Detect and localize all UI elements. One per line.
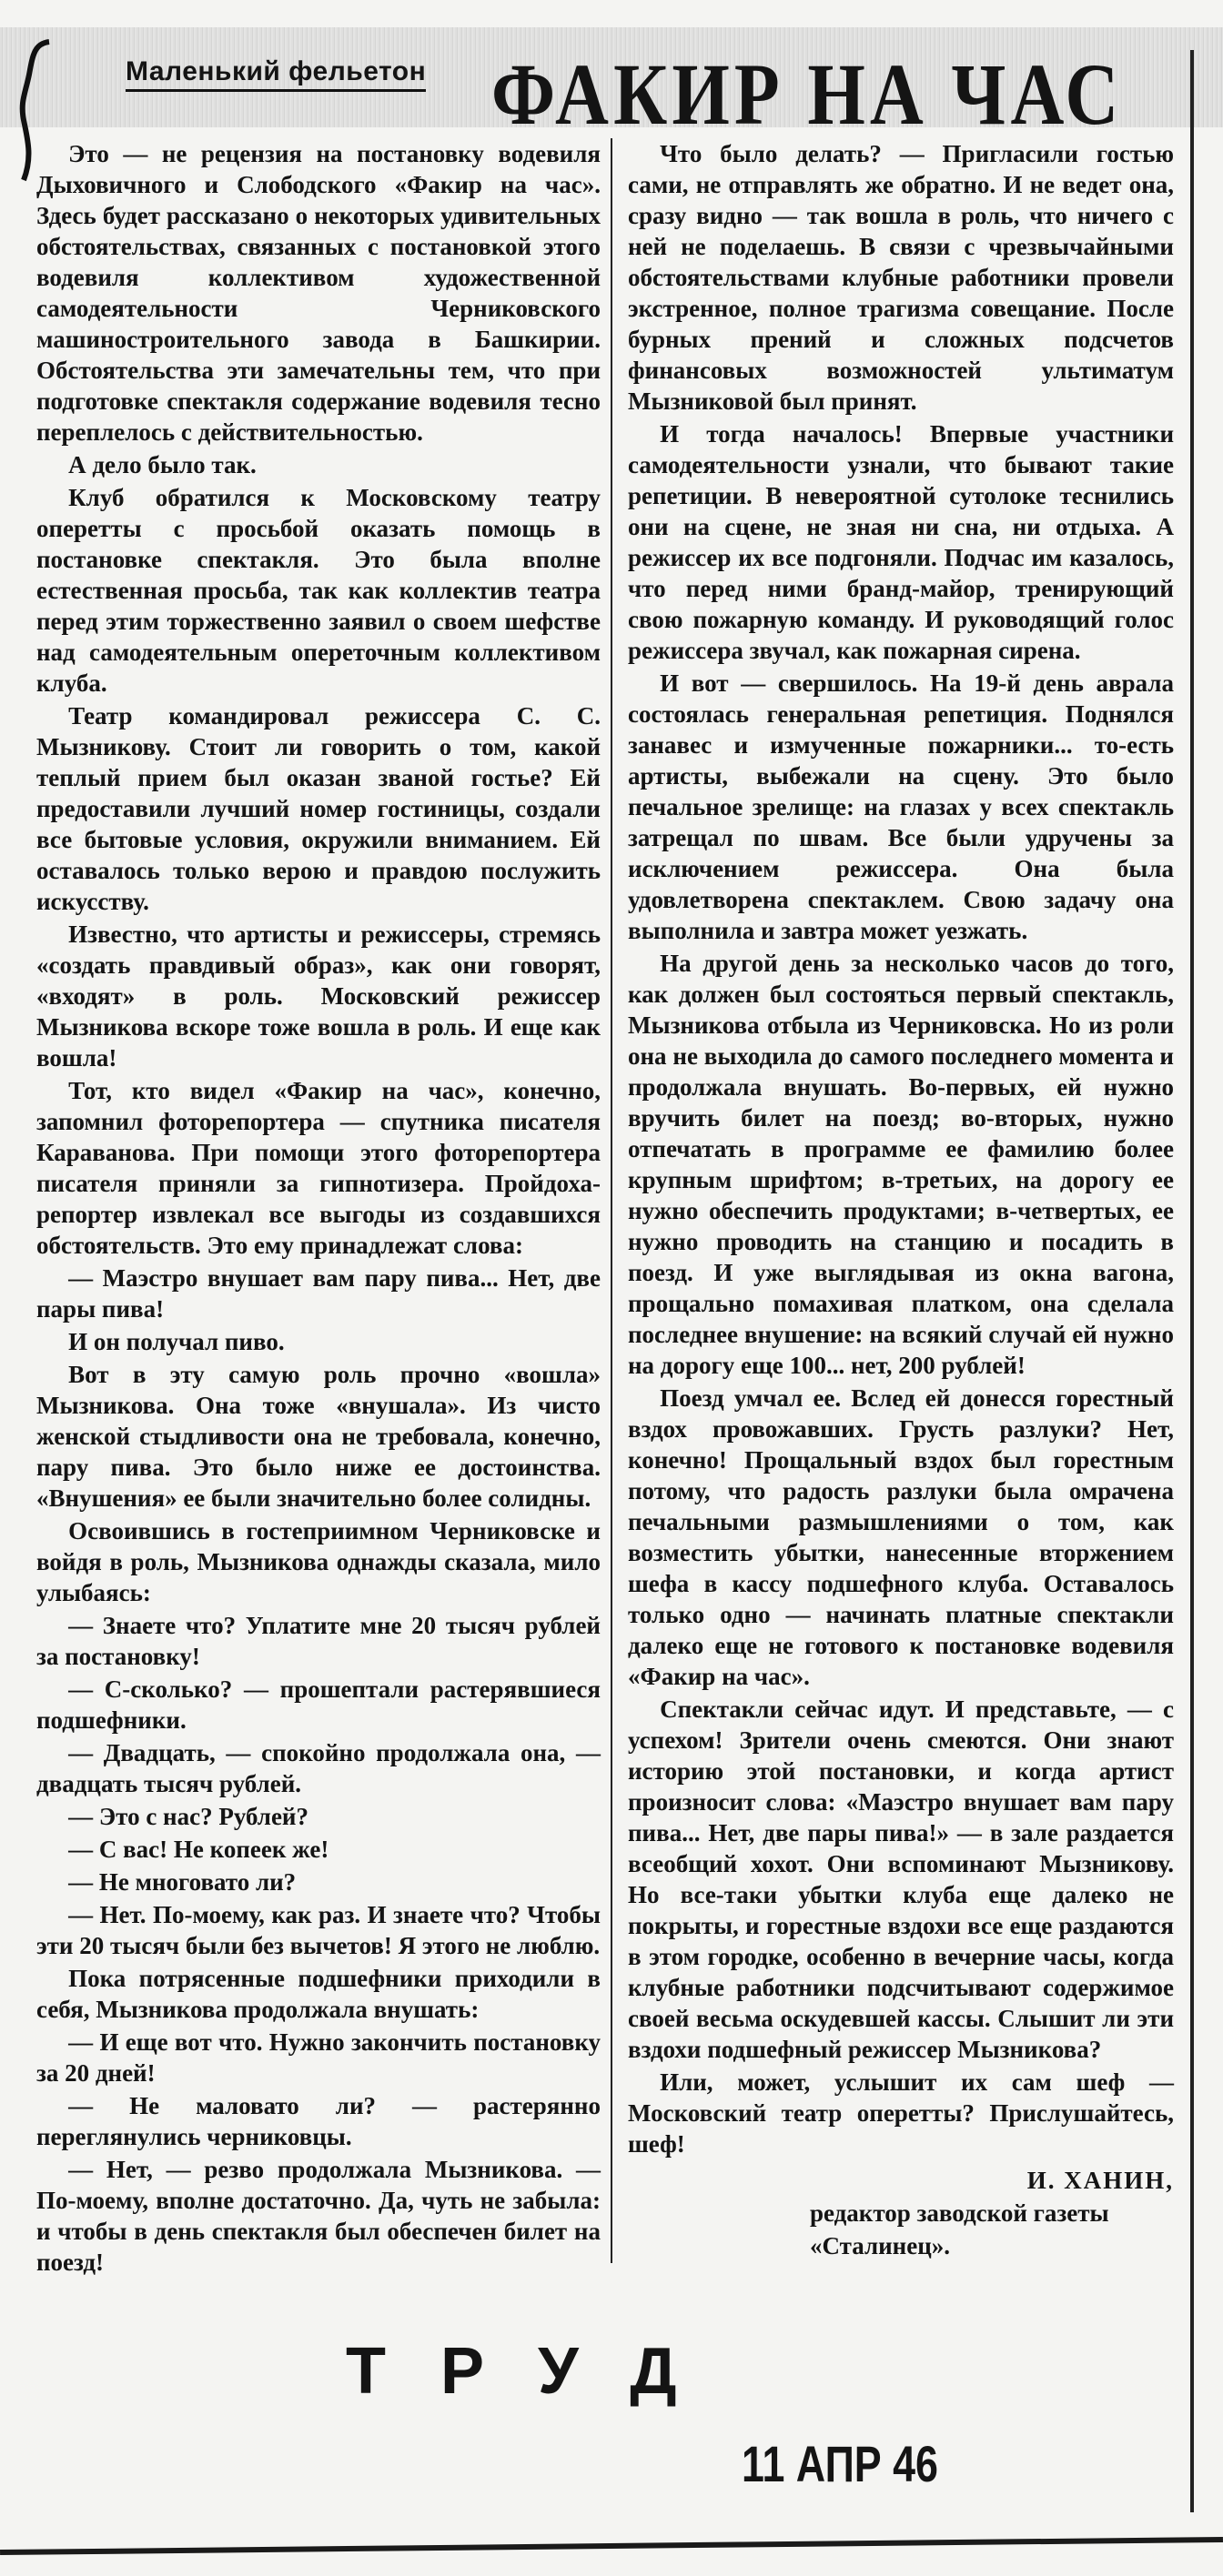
author-name: И. ХАНИН, xyxy=(1026,2167,1174,2194)
right-column xyxy=(611,138,1174,2263)
newspaper-stamp: ТРУД xyxy=(346,2335,732,2408)
paragraph: И он получал пиво. xyxy=(68,1328,285,1355)
paragraph: Клуб обратился к Московскому театру оперетты с просьбой оказать помощь в постановке спектакля. Это была вполне естественная просьба, так как коллектив театра перед этим торжественно заявил о своем шефстве над самодеятельным опереточным коллективом клуба. xyxy=(36,484,601,697)
author-role: редактор заводской газеты xyxy=(810,2199,1109,2227)
paragraph: — Маэстро внушает вам пару пива... Нет, две пары пива! xyxy=(36,1264,601,1323)
date-stamp: 11 АПР 46 xyxy=(742,2435,938,2492)
rubric-label: Маленький фельетон xyxy=(126,56,426,92)
clipping-border xyxy=(1190,50,1194,2512)
paragraph: Поезд умчал ее. Вслед ей донесся горестный вздох провожавших. Грусть разлуки? Нет, конечно! Прощальный вздох был горестным потому, что радость разлуки была омрачена печальными размышлениями о том, как возместить убытки, нанесенные вторжением шефа в кассу подшефного клуба. Оставалось только одно — начинать платные спектакли далеко еще не готового к постановке водевиля «Факир на час». xyxy=(628,1384,1174,1690)
paragraph: — С-сколько? — прошептали растерявшиеся подшефники. xyxy=(36,1675,601,1734)
paragraph: Пока потрясенные подшефники приходили в себя, Мызникова продолжала внушать: xyxy=(36,1965,601,2023)
article-columns xyxy=(0,138,1185,2279)
paragraph: Вот в эту самую роль прочно «вошла» Мызникова. Она тоже «внушала». Из чисто женской стыдливости она не требовала, конечно, пару пива. Это было ниже ее достоинства. «Внушения» ее были значительно более солидны. xyxy=(36,1361,601,1512)
left-column xyxy=(36,138,611,2279)
paragraph: Театр командировал режиссера С. С. Мызникову. Стоит ли говорить о том, какой теплый прием был оказан званой гостье? Ей предоставили лучший номер гостиницы, создали все бытовые условия, окружили вниманием. Ей оставалось только верою и правдою послужить искусству. xyxy=(36,702,601,915)
paragraph: Известно, что артисты и режиссеры, стремясь «создать правдивый образ», как они говорят, «входят» в роль. Московский режиссер Мызникова вскоре тоже вошла в роль. И еще как вошла! xyxy=(36,921,601,1072)
paragraph: Спектакли сейчас идут. И представьте, — с успехом! Зрители очень смеются. Они знают историю этой постановки, и когда артист произносит слова: «Маэстро внушает вам пару пива... Нет, две пары пива!» — в зале раздается всеобщий хохот. Они вспоминают Мызникову. Но все-таки убытки клуба еще далеко не покрыты, и горестные вздохи все еще раздаются в этом городке, особенно в вечерние часы, когда клубные работники подсчитывают содержимое своей весьма оскудевшей кассы. Слышит ли эти вздохи подшефный режиссер Мызникова? xyxy=(628,1696,1174,2063)
paragraph: — И еще вот что. Нужно закончить постановку за 20 дней! xyxy=(36,2028,601,2087)
stamp-area xyxy=(0,2334,1223,2543)
article-header xyxy=(0,0,1223,143)
paragraph: На другой день за несколько часов до того, как должен был состояться первый спектакль, Мызникова отбыла из Черниковска. Но из роли она не выходила до самого последнего момента и продолжала внушать. Во-первых, ей нужно вручить билет на поезд; во-вторых, нужно отпечатать в программе ее фамилию более крупным шрифтом; в-третьих, на дорогу ее нужно обеспечить продуктами; в-четвертых, ее нужно проводить на станцию и посадить в поезд. И уже выглядывая из окна вагона, прощально помахивая платком, она сделала последнее внушение: на всякий случай ей нужно на дорогу еще 100... нет, 200 рублей! xyxy=(628,950,1174,1379)
paragraph: — Нет, — резво продолжала Мызникова. — По-моему, вполне достаточно. Да, чуть не забыла: и чтобы в день спектакля был обеспечен билет на поезд! xyxy=(36,2156,601,2276)
paragraph: А дело было так. xyxy=(68,451,257,478)
paragraph: — Нет. По-моему, как раз. И знаете что? Чтобы эти 20 тысяч были без вычетов! Я этого не люблю. xyxy=(36,1901,601,1959)
paragraph: И вот — свершилось. На 19-й день аврала состоялась генеральная репетиция. Поднялся занавес и измученные пожарники... то-есть артисты, выбежали на сцену. Это было печальное зрелище: на глазах у всех спектакль затрещал по швам. Все были удручены за исключением режиссера. Она была удовлетворена спектаклем. Свою задачу она выполнила и завтра может уезжать. xyxy=(628,669,1174,944)
paragraph: И тогда началось! Впервые участники самодеятельности узнали, что бывают такие репетиции. В невероятной сутолоке теснились они на сцене, не зная ни сна, ни отдыха. А режиссер их все подгоняли. Подчас им казалось, что перед ними бранд-майор, тренирующий свою пожарную команду. И руководящий голос режиссера звучал, как пожарная сирена. xyxy=(628,420,1174,664)
paragraph: — Не многовато ли? xyxy=(68,1868,297,1896)
paragraph: Что было делать? — Пригласили гостью сами, не отправлять же обратно. И не ведет она, сразу видно — так вошла в роль, что ничего с ней не поделаешь. В связи с чрезвычайными обстоятельствами клубные работники провели экстренное, полное трагизма совещание. После бурных прений и сложных подсчетов финансовых возможностей ультиматум Мызниковой был принят. xyxy=(628,140,1174,415)
paragraph: Освоившись в гостеприимном Черниковске и войдя в роль, Мызникова однажды сказала, мило улыбаясь: xyxy=(36,1517,601,1606)
paragraph: — С вас! Не копеек же! xyxy=(68,1836,329,1863)
paragraph: Тот, кто видел «Факир на час», конечно, запомнил фоторепортера — спутника писателя Караванова. При помощи этого фоторепортера писателя приняли за гипнотизера. Пройдоха-репортер извлекал все выгоды из создавшихся обстоятельств. Это ему принадлежат слова: xyxy=(36,1077,601,1259)
paragraph: — Знаете что? Уплатите мне 20 тысяч рублей за постановку! xyxy=(36,1612,601,1670)
paragraph: — Это с нас? Рублей? xyxy=(68,1803,308,1830)
article-title: ФАКИР НА ЧАС xyxy=(491,45,1124,143)
paragraph: Это — не рецензия на постановку водевиля Дыховичного и Слободского «Факир на час». Здесь будет рассказано о некоторых удивительных обстоятельствах, связанных с постановкой этого водевиля коллективом художественной самодеятельности Черниковского машиностроительного завода в Башкирии. Обстоятельства эти замечательны тем, что при подготовке спектакля содержание водевиля тесно переплелось с действительностью. xyxy=(36,140,601,446)
paragraph: Или, может, услышит их сам шеф — Московский театр оперетты? Прислушайтесь, шеф! xyxy=(628,2068,1174,2158)
paragraph: — Не маловато ли? — растерянно переглянулись черниковцы. xyxy=(36,2092,601,2150)
author-newspaper: «Сталинец». xyxy=(810,2232,951,2259)
paragraph: — Двадцать, — спокойно продолжала она, — двадцать тысяч рублей. xyxy=(36,1739,601,1797)
